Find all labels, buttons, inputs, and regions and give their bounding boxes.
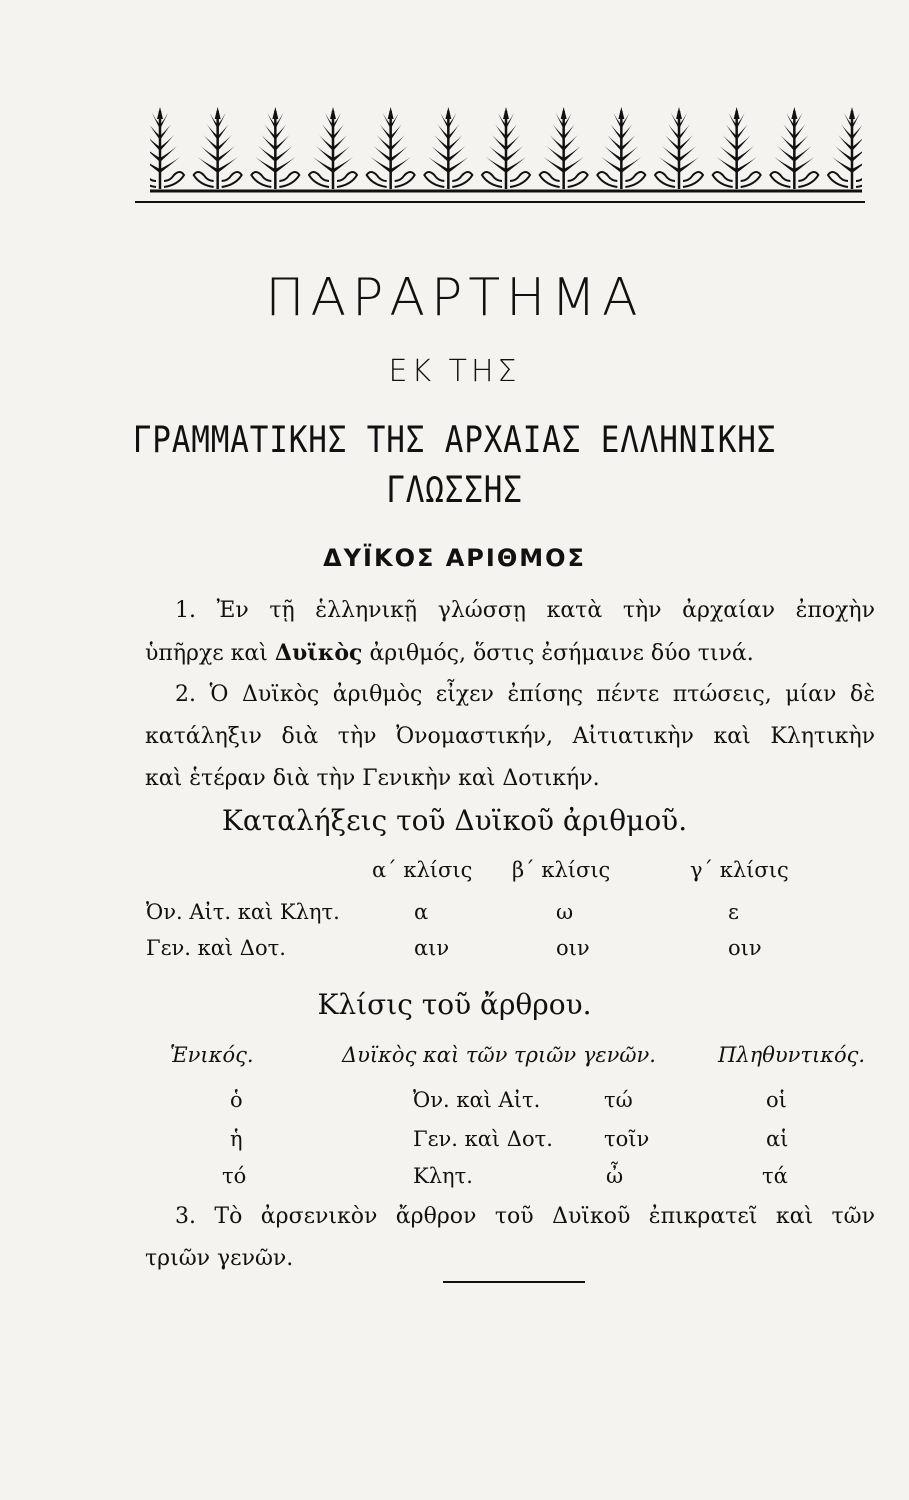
article-col-dual — [342, 1043, 656, 1067]
main-title: ΠΑΡΑΡΤΗΜΑ — [265, 268, 644, 328]
palmette-ornament-icon — [150, 105, 862, 200]
article-r3-singular: τό — [222, 1164, 247, 1188]
paragraph-2 — [145, 674, 875, 800]
bottom-rule — [443, 1281, 585, 1283]
title-line-1: ΓΡΑΜΜΑΤΙΚΗΣ ΤΗΣ ΑΡΧΑΙΑΣ ΕΛΛΗΝΙΚΗΣ — [132, 420, 777, 461]
section-title: ΔΥΪΚΟΣ ΑΡΙΘΜΟΣ — [323, 544, 586, 572]
article-heading: Κλίσις τοῦ ἄρθρου. — [317, 988, 592, 1021]
endings-heading: Καταλήξεις τοῦ Δυϊκοῦ ἀριθμοῦ. — [221, 804, 688, 837]
endings-row-1-b: ω — [556, 900, 574, 924]
paragraph-1-text-c: ἀριθμός, ὅστις ἐσήμαινε δύο τινά. — [362, 641, 754, 666]
paragraph-1 — [145, 590, 875, 675]
article-r1-plural: οἱ — [766, 1088, 787, 1112]
article-r3-dual: ὦ — [606, 1164, 624, 1188]
title-line-2: ΓΛΩΣΣΗΣ — [386, 470, 523, 511]
paragraph-1-line-1: 1. Ἐν τῇ ἑλληνικῇ γλώσσῃ κατὰ τὴν ἀρχαίαν ἐποχὴν — [175, 598, 875, 623]
article-col-plural — [718, 1043, 865, 1067]
paragraph-1-text-a: ὑπῆρχε καὶ — [145, 641, 275, 666]
article-r1-case: Ὀν. καὶ Αἰτ. — [413, 1088, 541, 1112]
endings-row-2-label: Γεν. καὶ Δοτ. — [146, 936, 286, 960]
article-r2-singular: ἡ — [230, 1127, 243, 1151]
article-col-singular-text: Ἑνικός. — [170, 1043, 254, 1067]
endings-row-1-label: Ὀν. Αἰτ. καὶ Κλητ. — [146, 900, 340, 924]
paragraph-3-line-1: 3. Τὸ ἀρσενικὸν ἄρθρον τοῦ Δυϊκοῦ ἐπικρατεῖ καὶ τῶν — [175, 1204, 875, 1229]
article-col-dual-text: Δυϊκὸς καὶ τῶν τριῶν γενῶν. — [342, 1043, 656, 1067]
endings-col-c: γ΄ κλίσις — [690, 858, 789, 882]
article-r3-plural: τά — [762, 1164, 788, 1188]
paragraph-3-line-2: τριῶν γενῶν. — [145, 1246, 294, 1271]
paragraph-2-line-1: 2. Ὁ Δυϊκὸς ἀριθμὸς εἶχεν ἐπίσης πέντε πτώσεις, μίαν δὲ — [175, 682, 875, 707]
endings-row-2-b: οιν — [556, 936, 590, 960]
paragraph-2-line-3: καὶ ἑτέραν διὰ τὴν Γενικὴν καὶ Δοτικήν. — [145, 766, 600, 791]
article-r1-dual: τώ — [604, 1088, 633, 1112]
article-r3-case: Κλητ. — [413, 1164, 473, 1188]
endings-row-2-a: αιν — [414, 936, 450, 960]
endings-row-2-c: οιν — [728, 936, 762, 960]
paragraph-1-bold-term: Δυϊκὸς — [274, 640, 363, 666]
article-r2-case: Γεν. καὶ Δοτ. — [413, 1127, 553, 1151]
top-rule — [135, 201, 865, 203]
endings-row-1-a: α — [414, 900, 429, 924]
endings-col-a: α΄ κλίσις — [372, 858, 473, 882]
endings-row-1-c: ε — [728, 900, 739, 924]
paragraph-3 — [145, 1196, 875, 1280]
article-r1-singular: ὁ — [230, 1088, 243, 1112]
article-col-plural-text: Πληθυντικός. — [718, 1043, 866, 1067]
subtitle: ΕΚ ΤΗΣ — [388, 354, 521, 389]
article-col-singular — [170, 1043, 254, 1067]
paragraph-1-line-2 — [145, 632, 875, 675]
endings-col-b: β΄ κλίσις — [512, 858, 611, 882]
paragraph-2-line-2: κατάληξιν διὰ τὴν Ὀνομαστικήν, Αἰτιατικὴν καὶ Κλητικὴν — [145, 724, 875, 749]
article-r2-dual: τοῖν — [604, 1127, 650, 1151]
article-r2-plural: αἱ — [766, 1127, 789, 1151]
